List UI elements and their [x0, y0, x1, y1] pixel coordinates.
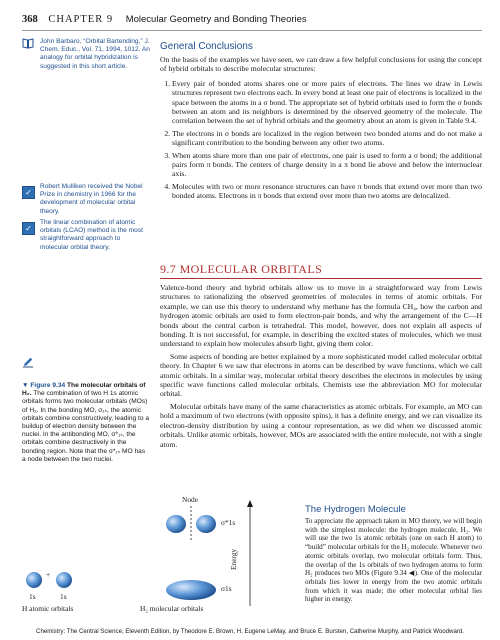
- heading-hydrogen-molecule: The Hydrogen Molecule: [305, 504, 406, 515]
- orbital-label-right: 1s: [60, 592, 67, 601]
- list-item: 2. The electrons in σ bonds are localized in the region between two bonded atoms and do not make a significant contribution to the bonding between any other two atoms.: [172, 129, 482, 148]
- orbital-label-left: 1s: [29, 592, 36, 601]
- heading-general-conclusions: General Conclusions: [160, 41, 253, 52]
- sidebar-note-mulliken: Robert Mulliken received the Nobel Prize in chemistry in 1966 for the development of molecular orbital theory.: [40, 183, 143, 215]
- paragraph: To appreciate the approach taken in MO theory, we will begin with the simplest molecule: the hydrogen molecule, H₂. We will use the two 1s atomic orbitals (one on each H atom) to “build” molecular orbitals for the H₂ molecule. Whenever two atomic orbitals overlap, two molecular orbitals form. Thus, the overlap of the 1s orbitals of two hydrogen atoms to form H₂ produces two MOs (Figure 9.34 ◀). One of the molecular orbitals lies lower in energy from the two atomic orbitals from which it was made; the other molecular orbital lies higher in energy.: [305, 517, 482, 604]
- paragraph: Molecular orbitals have many of the same characteristics as atomic orbitals. For example, an MO can hold a maximum of two electrons (with opposite spins), it has a definite energy, and we can visualize its electron-density distribution by using a contour representation, as we did when we discussed atomic orbitals. Unlike atomic orbitals, however, MOs are associated with the entire molecule, not with a single atom.: [160, 401, 482, 449]
- figure-marker-icon: ▼: [22, 382, 31, 389]
- atomic-orbital-right: [56, 572, 72, 588]
- sidebar-note-lcao: The linear combination of atomic orbitals (LCAO) method is the most straightforward approach to molecular orbital theory.: [40, 219, 143, 251]
- pencil-icon: [22, 356, 34, 370]
- list-item: 1. Every pair of bonded atoms shares one or more pairs of electrons. The lines we draw in Lewis structures represent two electrons each. In every bond at least one pair of electrons is localized in the space between the atoms in a σ bond. The appropriate set of hybrid orbitals used to form the σ bonds between an atom and its neighbors is determined by the observed geometry of the molecule. The correlation between the set of hybrid orbitals and the geometry about an atom is given in Table 9.4.: [172, 79, 482, 126]
- mo-diagram: [22, 495, 297, 616]
- energy-axis-arrow-icon: [247, 500, 253, 507]
- atomic-orbital-left: [26, 572, 42, 588]
- bonding-label: σ1s: [221, 584, 232, 593]
- hydrogen-molecule-body: [305, 517, 482, 604]
- antibonding-lobe-left: [166, 515, 186, 533]
- footer-citation: Chemistry: The Central Science, Eleventh Edition, by Theodore E. Brown, H. Eugene LeMay, and Bruce E. Bursten, Catherine Murphy, and Patrick Woodward.: [36, 628, 464, 635]
- running-header: [22, 14, 482, 30]
- checkmark-icon: ✓: [22, 222, 35, 235]
- figure-label: Figure 9.34: [30, 382, 66, 389]
- chapter-label: CHAPTER 9: [48, 14, 114, 25]
- general-conclusions-body: [160, 55, 482, 204]
- paragraph: Some aspects of bonding are better explained by a more sophisticated model called molecular orbital theory. In Chapter 6 we saw that electrons in atoms can be described by wave functions, which we call atomic orbitals. In a similar way, molecular orbital theory describes the electrons in molecules by using specific wave functions called molecular orbitals. Chemists use the abbreviation MO for molecular orbital.: [160, 351, 482, 399]
- list-item: 3. When atoms share more than one pair of electrons, one pair is used to form a σ bond; the additional pairs form π bonds. The centers of charge density in a π bond lie above and below the internuclear axis.: [172, 151, 482, 179]
- intro-paragraph: On the basis of the examples we have seen, we can draw a few helpful conclusions for using the concept of hybrid orbitals to describe molecular structures:: [160, 55, 482, 74]
- molecular-orbitals-body: [160, 283, 482, 449]
- sidebar-note-reference: John Barbaro, “Orbital Bartending,” J. Chem. Educ., Vol. 71, 1994, 1012. An analogy for orbital hybridization is suggested in this short article.: [40, 38, 150, 70]
- node-label: Node: [182, 495, 199, 504]
- molecular-orbitals-caption: H₂ molecular orbitals: [140, 604, 204, 613]
- atomic-orbitals-caption: H atomic orbitals: [22, 604, 74, 613]
- energy-label: Energy: [229, 548, 238, 570]
- list-item: 4. Molecules with two or more resonance structures can have π bonds that extend over more than two bonded atoms. Electrons in π bonds that extend over more than two atoms are delocalized.: [172, 182, 482, 201]
- checkmark-icon: ✓: [22, 186, 35, 199]
- paragraph: Valence-bond theory and hybrid orbitals allow us to move in a straightforward way from Lewis structures to rationalizing the observed geometries of molecules in terms of atomic orbitals. For example, we can use this theory to understand why methane has the formula CH₄, how the carbon and hydrogen atomic orbitals are used to form electron-pair bonds, and why the arrangement of the C—H bonds about the central carbon is tetrahedral. This model, however, does not explain all aspects of bonding. It is not successful, for example, in describing the excited states of molecules, which we must understand to explain how molecules absorb light, giving them color.: [160, 283, 482, 349]
- section-heading-molecular-orbitals: 9.7 MOLECULAR ORBITALS: [160, 262, 323, 276]
- section-rule: [160, 278, 482, 279]
- figure-title: The molecular orbitals of H₂.: [22, 382, 146, 398]
- antibonding-label: σ*1s: [221, 518, 236, 527]
- page-number: 368: [22, 14, 38, 25]
- book-icon: [22, 38, 34, 51]
- bonding-orbital: [166, 580, 216, 600]
- header-rule: [22, 30, 482, 31]
- antibonding-lobe-right: [196, 515, 216, 533]
- figure-caption-body: The combination of two H 1s atomic orbitals forms two molecular orbitals (MOs) of H₂. In the bonding MO, σ₁ₛ, the atomic orbitals combine constructively, leading to a buildup of electron density between the nuclei. In the antibonding MO, σ*₁ₛ, the orbitals combine destructively in the bonding region. Note that the σ*₁ₛ MO has a node between the two nuclei.: [22, 390, 150, 463]
- plus-sign: +: [46, 570, 51, 579]
- figure-caption: [22, 382, 150, 464]
- conclusions-list: [160, 79, 482, 201]
- chapter-title: Molecular Geometry and Bonding Theories: [125, 14, 307, 25]
